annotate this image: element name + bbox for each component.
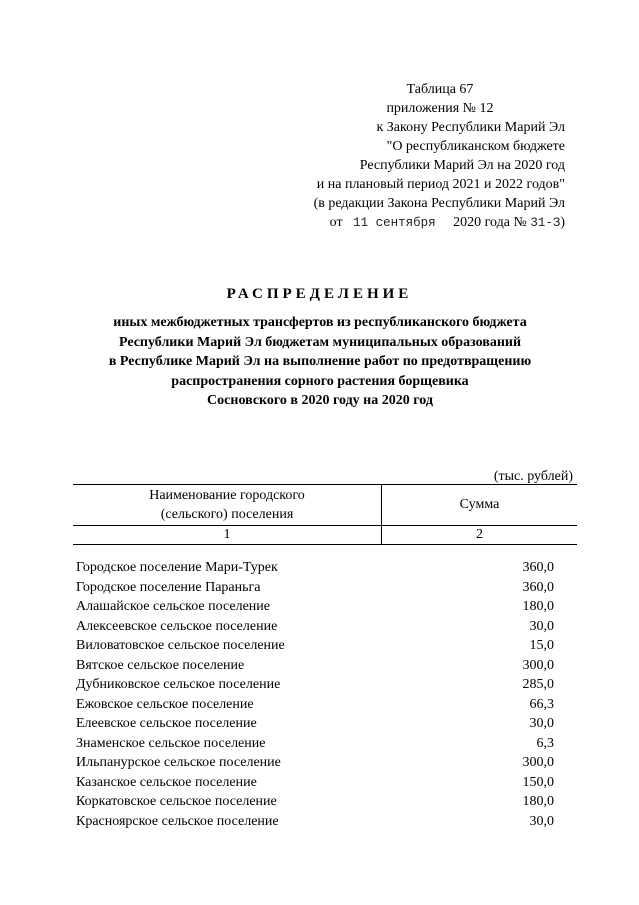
table-row: [76, 617, 554, 637]
edition-date-line: [245, 213, 565, 233]
subtitle-line: иных межбюджетных трансфертов из республиканского бюджета: [113, 315, 527, 330]
settlement-name: Алашайское сельское поселение: [76, 599, 270, 614]
column-number-2: 2: [382, 526, 578, 545]
subtitle-line: распространения сорного растения борщевика: [171, 373, 469, 389]
subtitle-line: в Республике Марий Эл на выполнение работ по предотвращению: [108, 354, 532, 369]
table-body: [76, 558, 554, 831]
settlement-name: Виловатовское сельское поселение: [76, 638, 285, 653]
document-title: РАСПРЕДЕЛЕНИЕ: [226, 286, 413, 302]
settlement-amount: 30,0: [529, 618, 554, 634]
appendix-reference: приложения № 12: [386, 101, 494, 116]
document-header: [245, 80, 565, 233]
edition-note: (в редакции Закона Республики Марий Эл: [313, 196, 565, 211]
settlement-amount: 180,0: [522, 794, 554, 809]
column-header-sum: Сумма: [382, 485, 578, 526]
table-row: [76, 773, 554, 793]
table-row: [76, 558, 554, 578]
closing-paren: ): [560, 215, 565, 230]
column-header-name-line2: (сельского) поселения: [160, 507, 294, 522]
table-row: [76, 597, 554, 617]
table-row: [76, 636, 554, 656]
settlement-amount: 285,0: [522, 677, 554, 692]
settlement-name: Городское поселение Параньга: [76, 579, 261, 595]
settlement-name: Елеевское сельское поселение: [76, 716, 257, 731]
settlement-amount: 30,0: [529, 716, 554, 731]
settlement-amount: 300,0: [522, 657, 554, 673]
subtitle-line: Сосновского в 2020 году на 2020 год: [207, 393, 433, 408]
table-header: [73, 484, 577, 545]
table-row: [76, 753, 554, 773]
settlement-amount: 6,3: [536, 735, 554, 751]
settlement-name: Казанское сельское поселение: [76, 774, 257, 790]
settlement-name: Знаменское сельское поселение: [76, 735, 266, 751]
table-number: Таблица 67: [406, 82, 474, 97]
settlement-name: Ежовское сельское поселение: [76, 696, 254, 712]
settlement-amount: 15,0: [529, 638, 554, 653]
column-number-1: 1: [73, 526, 382, 545]
units-label: (тыс. рублей): [493, 469, 573, 484]
settlement-name: Алексеевское сельское поселение: [76, 618, 278, 634]
document-subtitle: [60, 313, 580, 411]
settlement-amount: 180,0: [522, 599, 554, 614]
settlement-amount: 30,0: [529, 813, 554, 829]
settlement-amount: 360,0: [522, 560, 554, 575]
law-title-line1: "О республиканском бюджете: [386, 139, 565, 154]
settlement-name: Красноярское сельское поселение: [76, 813, 279, 829]
edition-date: 11 сентября: [353, 216, 436, 230]
table-row: [76, 734, 554, 754]
column-header-name-line1: Наименование городского: [149, 488, 305, 503]
table-row: [76, 675, 554, 695]
date-prefix: от: [329, 215, 343, 230]
table-row: [76, 578, 554, 598]
law-title-line2: Республики Марий Эл на 2020 год: [359, 158, 565, 173]
law-number: 31-З: [530, 216, 561, 230]
settlement-amount: 150,0: [522, 774, 554, 790]
table-row: [76, 695, 554, 715]
law-reference: к Закону Республики Марий Эл: [376, 120, 565, 135]
table-row: [76, 656, 554, 676]
settlement-name: Коркатовское сельское поселение: [76, 794, 277, 809]
settlement-name: Вятское сельское поселение: [76, 657, 245, 673]
table-row: [76, 792, 554, 812]
table-row: [76, 714, 554, 734]
column-header-name: [73, 485, 382, 526]
settlement-amount: 66,3: [529, 696, 554, 712]
law-title-line3: и на плановый период 2021 и 2022 годов": [316, 177, 565, 192]
table-row: [76, 812, 554, 832]
settlement-name: Дубниковское сельское поселение: [76, 677, 281, 692]
settlement-amount: 300,0: [522, 755, 554, 770]
date-mid: 2020 года №: [453, 215, 527, 230]
settlement-name: Ильпанурское сельское поселение: [76, 755, 281, 770]
subtitle-line: Республики Марий Эл бюджетам муниципальных образований: [118, 334, 522, 350]
settlement-amount: 360,0: [522, 579, 554, 595]
settlement-name: Городское поселение Мари-Турек: [76, 560, 278, 575]
